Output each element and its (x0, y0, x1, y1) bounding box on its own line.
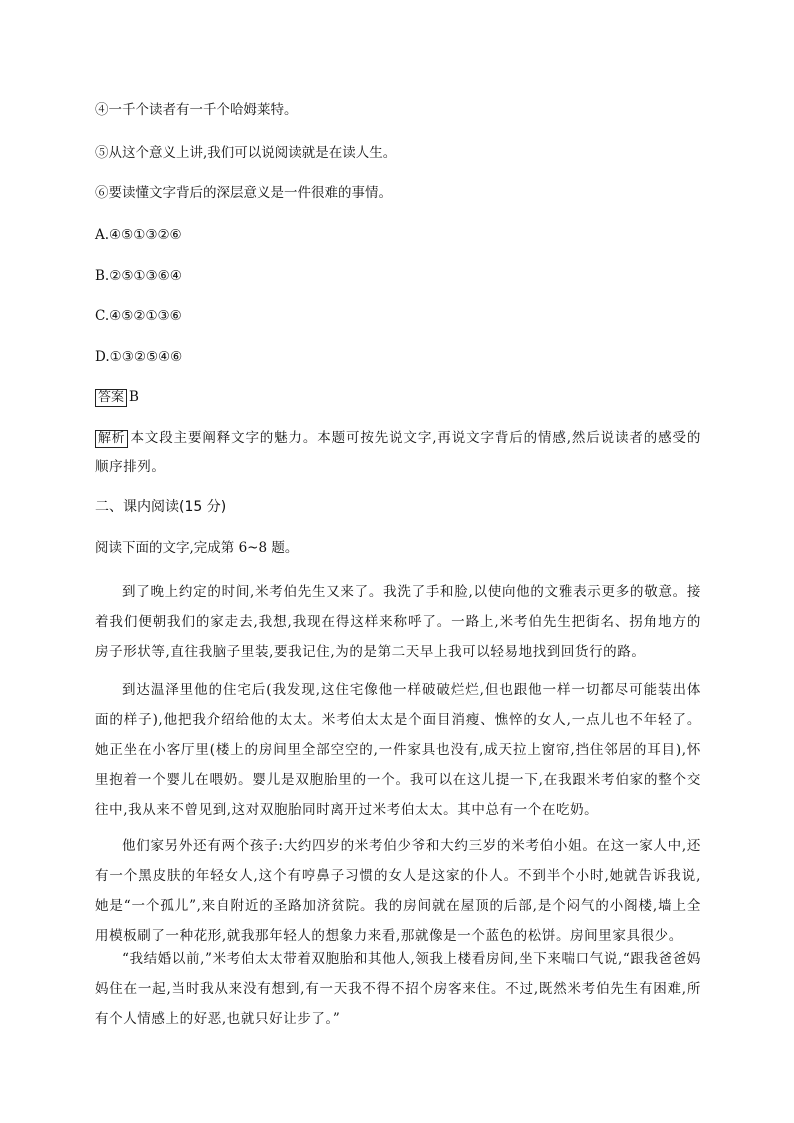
option-c: C.④⑤②①③⑥ (95, 308, 182, 324)
option-a: A.④⑤①③②⑥ (95, 227, 182, 243)
answer-value: B (129, 389, 139, 405)
passage-paragraph-1: 到了晚上约定的时间,米考伯先生又来了。我洗了手和脸,以使向他的文雅表示更多的敬意。接着我们便朝我们的家走去,我想,我现在得这样来称呼了。一路上,米考伯先生把街名、拐角地方的房子形状等,直往我脑子里装,要我记住,为的是第二天早上我可以轻易地找到回货行的路。 (95, 584, 701, 660)
analysis-text: 本文段主要阐释文字的魅力。本题可按先说文字,再说文字背后的情感,然后说读者的感受的顺序排列。 (95, 430, 701, 475)
section-instruction: 阅读下面的文字,完成第 6~8 题。 (95, 540, 299, 556)
passage-paragraph-4: “我结婚以前,”米考伯太太带着双胞胎和其他人,领我上楼看房间,坐下来喘口气说,“跟我爸爸妈妈住在一起,当时我从来没有想到,有一天我不得不招个房客来住。不过,既然米考伯先生有困难,所有个人情感上的好恶,也就只好让步了。” (95, 951, 701, 1027)
analysis-block (95, 424, 701, 482)
analysis-tag: 解析 (95, 430, 128, 448)
statement-5: ⑤从这个意义上讲,我们可以说阅读就是在读人生。 (95, 145, 397, 161)
option-d: D.①③②⑤④⑥ (95, 349, 183, 365)
section-title: 二、课内阅读(15 分) (95, 499, 227, 515)
passage-paragraph-2: 到达温泽里他的住宅后(我发现,这住宅像他一样破破烂烂,但也跟他一样一切都尽可能装出体面的样子),他把我介绍给他的太太。米考伯太太是个面目消瘦、憔悴的女人,一点儿也不年轻了。她正坐在小客厅里(楼上的房间里全部空空的,一件家具也没有,成天拉上窗帘,挡住邻居的耳目),怀里抱着一个婴儿在喂奶。婴儿是双胞胎里的一个。我可以在这儿提一下,在我跟米考伯家的整个交往中,我从来不曾见到,这对双胞胎同时离开过米考伯太太。其中总有一个在吃奶。 (95, 682, 701, 818)
option-b: B.②⑤①③⑥④ (95, 268, 182, 284)
answer-row (95, 387, 139, 407)
statement-6: ⑥要读懂文字背后的深层意义是一件很难的事情。 (95, 185, 392, 201)
statement-4: ④一千个读者有一千个哈姆莱特。 (95, 102, 298, 118)
answer-tag: 答案 (95, 389, 127, 407)
passage-paragraph-3: 他们家另外还有两个孩子:大约四岁的米考伯少爷和大约三岁的米考伯小姐。在这一家人中,还有一个黑皮肤的年轻女人,这个有哼鼻子习惯的女人是这家的仆人。不到半个小时,她就告诉我说,她是“一个孤儿”,来自附近的圣路加济贫院。我的房间就在屋顶的后部,是个闷气的小阁楼,墙上全用模板刷了一种花形,就我那年轻人的想象力来看,那就像是一个蓝色的松饼。房间里家具很少。 (95, 838, 701, 944)
